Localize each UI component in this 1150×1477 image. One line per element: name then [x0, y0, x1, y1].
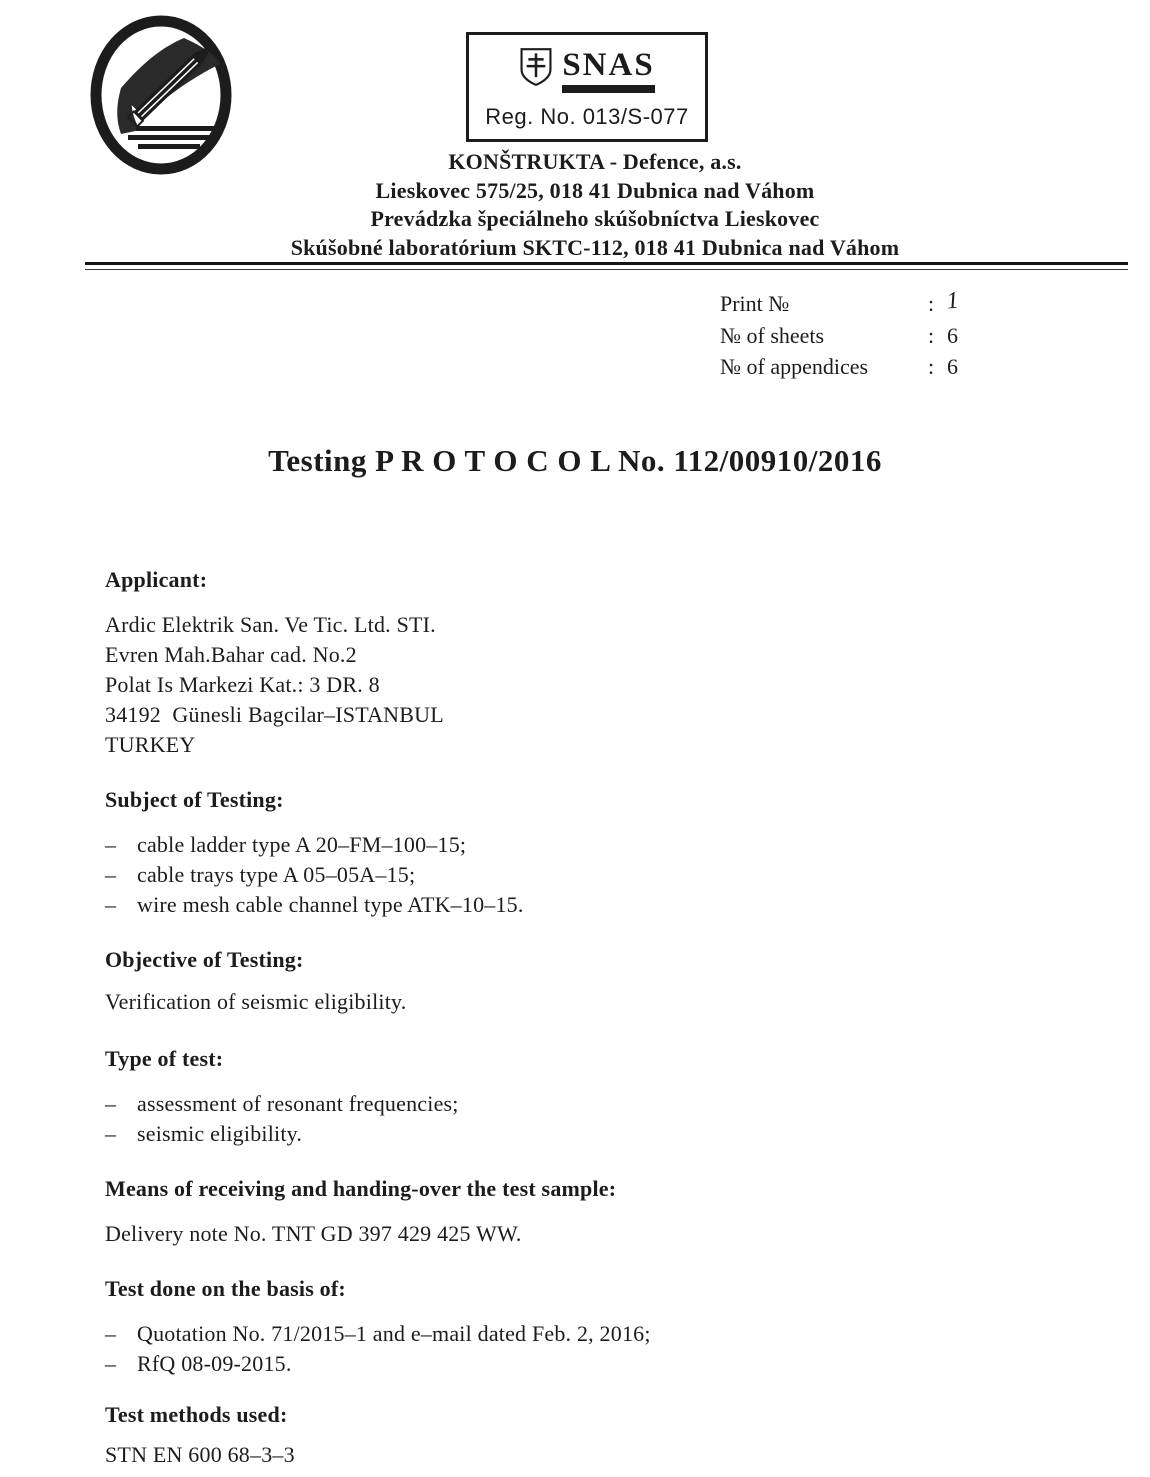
- snas-reg-number: Reg. No. 013/S-077: [485, 104, 689, 129]
- subject-item: wire mesh cable channel type ATK–10–15.: [137, 892, 524, 917]
- print-info-row: [720, 351, 987, 382]
- type-of-test-list: [105, 1089, 1075, 1149]
- applicant-address: [105, 610, 1075, 760]
- sheets-value: 6: [947, 323, 958, 348]
- slovak-double-cross-shield-icon: [519, 46, 553, 88]
- print-info-row: [720, 320, 987, 351]
- dash-bullet: –: [105, 862, 117, 887]
- dash-bullet: –: [105, 1091, 117, 1116]
- dash-bullet: –: [105, 832, 117, 857]
- means-text: Delivery note No. TNT GD 397 429 425 WW.: [105, 1221, 522, 1246]
- applicant-line: Evren Mah.Bahar cad. No.2: [105, 642, 357, 667]
- print-info-row: [720, 288, 987, 320]
- appendices-value: 6: [947, 354, 958, 379]
- colon: :: [927, 291, 935, 316]
- snas-logo-text: SNAS: [562, 47, 655, 83]
- sheets-label: № of sheets: [720, 323, 825, 348]
- dash-bullet: –: [105, 1121, 117, 1146]
- list-item: [105, 1349, 1075, 1379]
- company-laboratory: Skúšobné laboratórium SKTC-112, 018 41 Dubnica nad Váhom: [290, 234, 900, 260]
- list-item: [105, 1089, 1075, 1119]
- methods-text: STN EN 600 68–3–3: [105, 1442, 295, 1467]
- snas-accreditation-box: [466, 32, 708, 142]
- subject-item: cable trays type A 05–05A–15;: [137, 862, 416, 887]
- list-item: [105, 890, 1075, 920]
- document-title: Testing P R O T O C O L No. 112/00910/2016: [268, 443, 882, 478]
- appendices-label: № of appendices: [720, 354, 869, 379]
- section-heading-objective: Objective of Testing:: [105, 947, 304, 972]
- print-no-label: Print №: [720, 291, 790, 316]
- dash-bullet: –: [105, 892, 117, 917]
- section-heading-basis: Test done on the basis of:: [105, 1276, 346, 1301]
- applicant-line: 34192 Günesli Bagcilar–ISTANBUL: [105, 702, 444, 727]
- letterhead: [40, 148, 1150, 262]
- colon: :: [927, 354, 935, 379]
- header-divider: [85, 262, 1128, 270]
- applicant-line: TURKEY: [105, 732, 196, 757]
- applicant-line: Polat Is Markezi Kat.: 3 DR. 8: [105, 672, 380, 697]
- basis-item: RfQ 08-09-2015.: [137, 1351, 292, 1376]
- type-item: assessment of resonant frequencies;: [137, 1091, 459, 1116]
- basis-item: Quotation No. 71/2015–1 and e–mail dated Feb. 2, 2016;: [137, 1321, 651, 1346]
- section-heading-methods: Test methods used:: [105, 1402, 288, 1427]
- section-heading-applicant: Applicant:: [105, 567, 208, 592]
- list-item: [105, 1319, 1075, 1349]
- list-item: [105, 1119, 1075, 1149]
- objective-text: Verification of seismic eligibility.: [105, 989, 407, 1014]
- print-no-value-handwritten: 1: [945, 287, 960, 315]
- subject-item: cable ladder type A 20–FM–100–15;: [137, 832, 467, 857]
- company-address: Lieskovec 575/25, 018 41 Dubnica nad Váhom: [375, 177, 815, 203]
- company-name: KONŠTRUKTA - Defence, a.s.: [448, 149, 742, 174]
- subject-list: [105, 830, 1075, 920]
- applicant-line: Ardic Elektrik San. Ve Tic. Ltd. STI.: [105, 612, 436, 637]
- dash-bullet: –: [105, 1321, 117, 1346]
- section-heading-means: Means of receiving and handing-over the test sample:: [105, 1176, 617, 1201]
- section-heading-subject: Subject of Testing:: [105, 787, 284, 812]
- section-heading-type-of-test: Type of test:: [105, 1046, 224, 1071]
- company-division: Prevádzka špeciálneho skúšobníctva Lieskovec: [370, 206, 820, 231]
- basis-list: [105, 1319, 1075, 1379]
- list-item: [105, 860, 1075, 890]
- list-item: [105, 830, 1075, 860]
- dash-bullet: –: [105, 1351, 117, 1376]
- print-info-block: [720, 288, 987, 382]
- type-item: seismic eligibility.: [137, 1121, 303, 1146]
- document-body: [105, 566, 1075, 1470]
- colon: :: [927, 323, 935, 348]
